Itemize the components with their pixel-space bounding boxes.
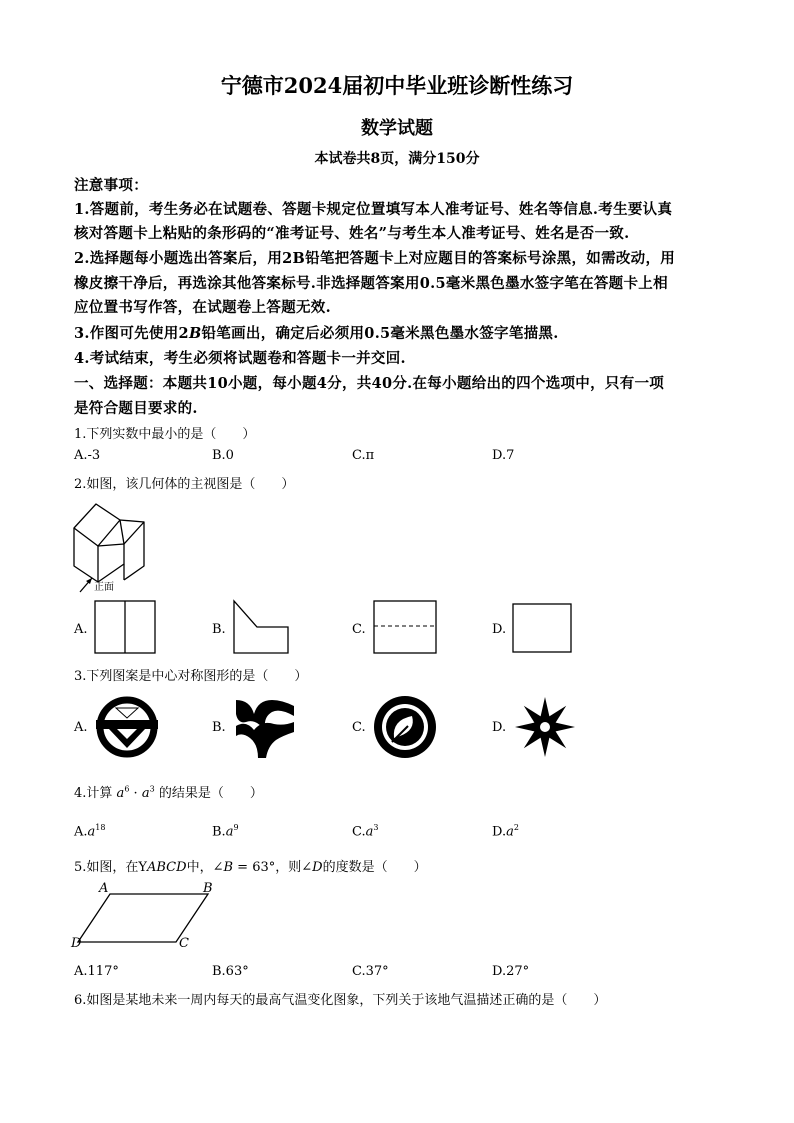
q5-angle-b: B xyxy=(223,860,234,875)
q5-label-b: B xyxy=(203,881,213,896)
q5-parallelogram-figure xyxy=(72,880,222,954)
q5-stem-pre: 5.如图，在 xyxy=(74,860,139,875)
q3-option-a-emblem xyxy=(92,694,162,760)
q4-stem-pre: 4.计算 xyxy=(74,786,113,801)
q5-stem xyxy=(74,856,427,875)
q2-option-b: B. xyxy=(212,622,226,637)
notes-line-2: 核对答题卡上粘贴的条形码的“准考证号、姓名”与考生本人准考证号、姓名是否一致. xyxy=(74,225,630,242)
q4-option-b-base: a xyxy=(225,824,234,840)
q5-option-a: A.117° xyxy=(74,964,119,979)
q5-label-c: C xyxy=(179,936,189,951)
q5-stem-eq: = 63°，则∠ xyxy=(233,860,313,875)
q4-option-c xyxy=(352,823,378,839)
q4-base-1: a xyxy=(116,786,125,801)
q5-parallelogram-symbol: Y xyxy=(138,860,147,875)
notes-line-5: 应位置书写作答，在试题卷上答题无效. xyxy=(74,299,331,316)
q1-option-a: A.-3 xyxy=(74,448,101,463)
q3-stem: 3.下列图案是中心对称图形的是（ ） xyxy=(74,669,308,684)
q5-option-d: D.27° xyxy=(492,964,530,979)
q5-angle-d: D xyxy=(312,860,323,875)
notes-line-6-a: 3.作图可先使用2 xyxy=(74,325,189,342)
q4-option-b xyxy=(212,823,239,839)
q4-option-a-prefix: A. xyxy=(74,824,88,840)
notes-line-4: 橡皮擦干净后，再选涂其他答案标号.非选择题答案用0.5毫米黑色墨水签字笔在答题卡上相 xyxy=(74,275,668,292)
q4-option-d-base: a xyxy=(506,824,514,840)
section-line-1: 一、选择题：本题共10小题，每小题4分，共40分.在每小题给出的四个选项中，只有一项 xyxy=(74,375,665,392)
q1-option-b: B.0 xyxy=(212,448,234,463)
q1-stem: 1.下列实数中最小的是（ ） xyxy=(74,427,256,442)
q5-abcd: ABCD xyxy=(147,860,187,875)
notes-line-3: 2.选择题每小题选出答案后，用2B铅笔把答题卡上对应题目的答案标号涂黑，如需改动，用 xyxy=(74,250,676,267)
notes-line-1: 1.答题前，考生务必在试题卷、答题卡规定位置填写本人准考证号、姓名等信息.考生要认真 xyxy=(74,201,673,218)
q3-option-c: C. xyxy=(352,720,366,735)
q2-front-label: 正面 xyxy=(94,582,114,593)
q5-stem-post: 的度数是（ ） xyxy=(322,860,427,875)
q3-option-d: D. xyxy=(492,720,507,735)
exam-title: 宁德市2024届初中毕业班诊断性练习 xyxy=(220,73,574,98)
q5-label-a: A xyxy=(99,881,109,896)
q4-option-a-exp: 18 xyxy=(95,823,106,832)
q2-stem: 2.如图，该几何体的主视图是（ ） xyxy=(74,477,295,492)
q4-option-a-base: a xyxy=(87,824,96,840)
q2-solid-figure xyxy=(70,496,160,592)
q4-option-d-exp: 2 xyxy=(513,823,519,832)
q4-option-d-prefix: D. xyxy=(492,824,507,840)
q4-option-b-exp: 9 xyxy=(233,823,239,832)
q4-dot: · xyxy=(133,786,138,801)
q2-option-b-figure xyxy=(233,600,289,654)
q4-base-2: a xyxy=(141,786,150,801)
exam-info: 本试卷共8页，满分150分 xyxy=(314,151,480,167)
q3-option-a: A. xyxy=(74,720,88,735)
subject-title: 数学试题 xyxy=(361,118,433,139)
notes-line-7: 4.考试结束，考生必须将试题卷和答题卡一并交回. xyxy=(74,350,406,367)
q2-option-d: D. xyxy=(492,622,507,637)
q4-option-c-prefix: C. xyxy=(352,824,366,840)
q2-option-c-figure xyxy=(373,600,437,654)
q1-option-c: C.π xyxy=(352,448,375,463)
section-line-2: 是符合题目要求的. xyxy=(74,400,198,417)
q5-stem-mid: 中，∠ xyxy=(186,860,224,875)
notes-line-6-b: B xyxy=(188,325,202,342)
q5-label-d: D xyxy=(71,936,82,951)
q4-option-a xyxy=(74,823,105,839)
q3-option-b: B. xyxy=(212,720,226,735)
q2-option-a-figure xyxy=(94,600,156,654)
q4-stem xyxy=(74,782,263,801)
q3-option-c-emblem xyxy=(372,694,438,760)
q6-stem: 6.如图是某地未来一周内每天的最高气温变化图象，下列关于该地气温描述正确的是（ ） xyxy=(74,993,607,1008)
q4-option-d xyxy=(492,823,519,839)
q4-option-b-prefix: B. xyxy=(212,824,226,840)
q3-option-b-emblem xyxy=(232,696,298,760)
q2-option-d-figure xyxy=(512,603,572,653)
q4-option-c-base: a xyxy=(365,824,374,840)
q2-option-a: A. xyxy=(74,622,88,637)
q1-option-d: D.7 xyxy=(492,448,515,463)
q4-option-c-exp: 3 xyxy=(373,823,379,832)
q5-option-c: C.37° xyxy=(352,964,389,979)
q2-option-c: C. xyxy=(352,622,366,637)
notes-line-6 xyxy=(74,322,559,343)
q4-stem-post: 的结果是（ ） xyxy=(158,786,263,801)
q3-option-d-emblem xyxy=(510,694,580,760)
q4-exp-2: 3 xyxy=(149,784,155,794)
notes-heading: 注意事项： xyxy=(74,177,148,194)
notes-line-6-c: 铅笔画出，确定后必须用0.5毫米黑色墨水签字笔描黑. xyxy=(201,325,559,342)
q5-option-b: B.63° xyxy=(212,964,249,979)
q4-exp-1: 6 xyxy=(124,784,130,794)
